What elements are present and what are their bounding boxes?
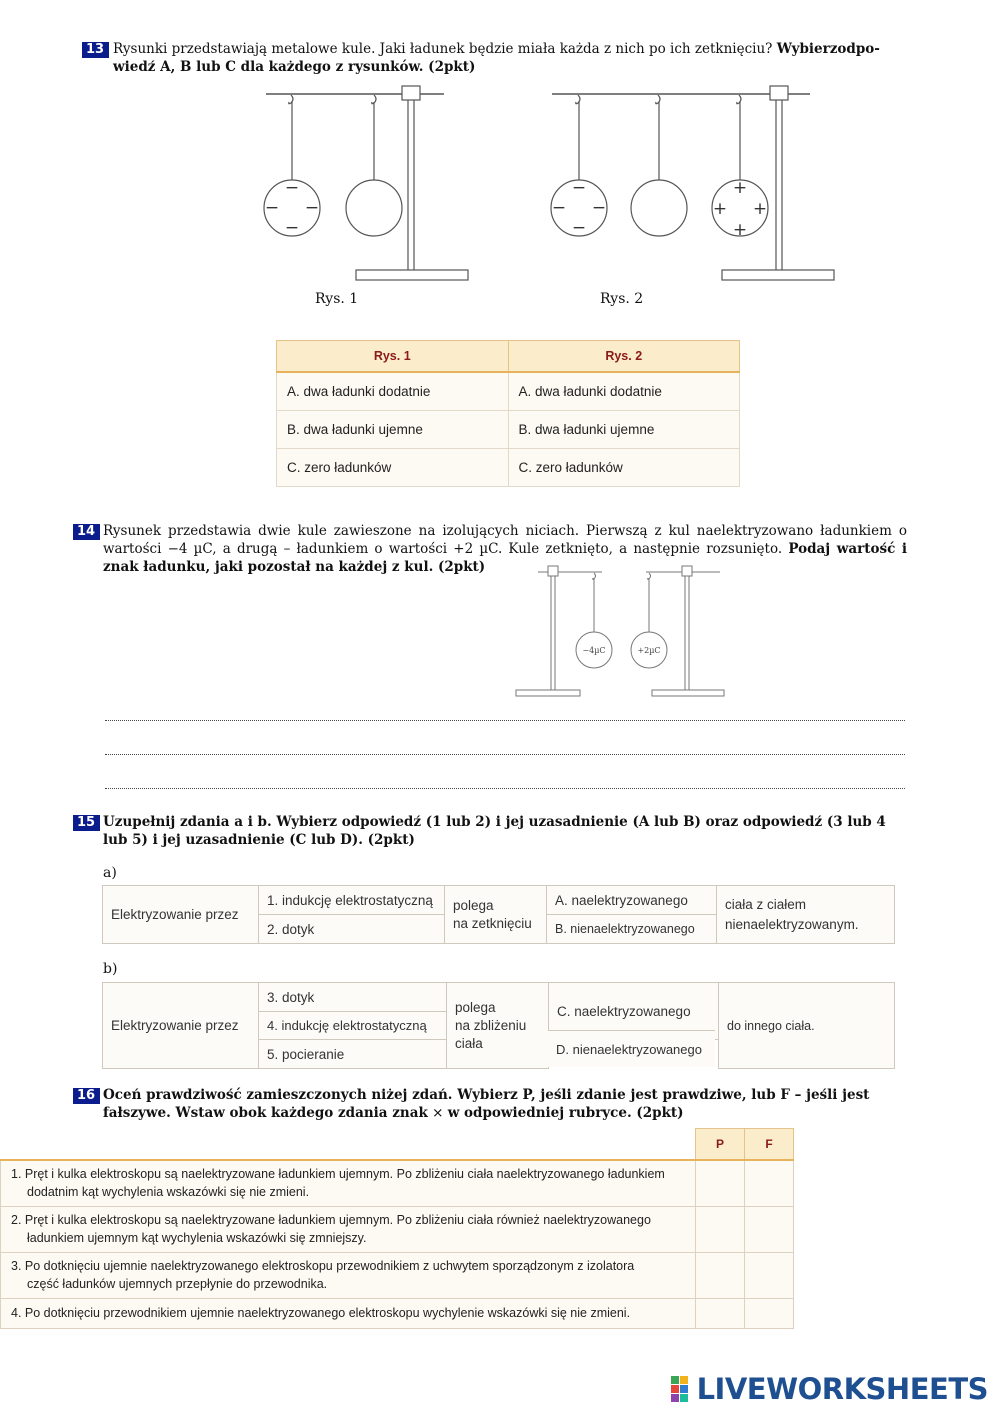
q15a-reason-b[interactable]: B. nienaelektryzowanego [547,915,717,944]
fig2-ball3-sign-left: + [712,199,728,219]
q15b-reason-d[interactable] [548,1030,715,1067]
option-rys2-c[interactable]: C. zero ładunków [508,449,740,487]
statement-2-p-cell[interactable] [696,1206,745,1252]
fig1-sign-bottom: − [284,218,300,238]
fig2-ball3-sign-right: + [752,199,768,219]
ball-1-charge-label: −4µC [582,646,606,655]
header-p: P [696,1129,745,1161]
q15b-middle [447,983,549,1069]
statement-4-f-cell[interactable] [745,1298,794,1328]
q15a-option-2[interactable]: 2. dotyk [259,915,445,944]
fig1-sign-top: − [284,178,300,198]
question-16-number: 16 [73,1088,100,1104]
option-rys1-c[interactable]: C. zero ładunków [277,449,509,487]
question-13-body: Rysunki przedstawiają metalowe kule. Jaki ładunek będzie miała każda z nich po ich zetknięciu? [113,41,773,57]
table-header-rys-2: Rys. 2 [508,341,740,373]
question-14-number: 14 [73,524,100,540]
statement-4-p-cell[interactable] [696,1298,745,1328]
fig2-ball1-sign-left: − [551,198,567,218]
question-13-instruction-line2: wiedź A, B lub C dla każdego z rysunków. (2pkt) [113,59,476,75]
question-16-table [0,1128,794,1329]
question-15-number: 15 [73,815,100,831]
statement-4-line1: 4. Po dotknięciu przewodnikiem ujemnie naelektryzowanego elektroskopu wychylenie wskazówki się nie zmieni. [11,1306,631,1320]
question-14-body: Rysunek przedstawia dwie kule zawieszone na izolujących niciach. Pierwszą z kul naelektryzowano ładunkiem o wartości −4 µC, a drugą – ładunkiem o wartości +2 µC. Kule zetknięto, a następnie rozsunięto. [103,523,907,557]
q15a-lead: Elektryzowanie przez [103,886,259,944]
q15b-reason-d-label: D. nienaelektryzowanego [556,1041,702,1057]
q15b-middle-line1: polega [455,999,496,1015]
statement-2-line2: ładunkiem ujemnym kąt wychylenia wskazówki się zmniejszy. [27,1231,367,1245]
table-row [277,372,740,411]
question-16-text [103,1086,903,1122]
statement-3-line2: część ładunków ujemnych przepłynie do przewodnika. [27,1277,328,1291]
fig2-ball3-sign-top: + [732,178,748,198]
figure-rys-2 [548,80,838,286]
fig1-sign-left: − [264,198,280,218]
statement-1-line1: 1. Pręt i kulka elektroskopu są naelektryzowane ładunkiem ujemnym. Po zbliżeniu ciała naelektryzowanego ładunkiem [11,1167,665,1182]
q15b-end: do innego ciała. [719,983,895,1069]
question-15a-table [102,885,895,944]
liveworksheets-logo-icon [671,1376,697,1402]
statement-2-line1: 2. Pręt i kulka elektroskopu są naelektryzowane ładunkiem ujemnym. Po zbliżeniu ciała również naelektryzowanego [11,1213,651,1227]
table-header-rys-1: Rys. 1 [277,341,509,373]
fig2-ball3-sign-bottom: + [732,220,748,240]
part-a-label: a) [103,865,117,881]
q15b-middle-line2: na zbliżeniu [455,1017,527,1033]
table-row [1,1252,794,1298]
question-15b-table [102,982,895,1069]
statement-header-blank [1,1129,696,1161]
q15b-option-4[interactable]: 4. indukcję elektrostatyczną [259,1012,447,1040]
statement-3-f-cell[interactable] [745,1252,794,1298]
q15b-option-3[interactable]: 3. dotyk [259,983,447,1012]
q15a-reason-a[interactable]: A. naelektryzowanego [547,886,717,915]
figure-rys-1 [262,80,474,286]
fig2-ball1-sign-right: − [591,198,607,218]
option-rys1-a[interactable]: A. dwa ładunki dodatnie [277,372,509,411]
liveworksheets-logo-text: LIVEWORKSHEETS [696,1372,988,1406]
figure-1-label: Rys. 1 [315,291,359,307]
statement-1-f-cell[interactable] [745,1160,794,1206]
question-16-line2b: w odpowiedniej rubryce. (2pkt) [447,1105,684,1121]
fig2-ball1-sign-top: − [571,178,587,198]
q15a-end-line1: ciała z ciałem [725,896,807,912]
question-16-line1: Oceń prawdziwość zamieszczonych niżej zdań. Wybierz P, jeśli zdanie jest prawdziwe, lub F – jeśli jest [103,1087,870,1103]
question-16-line2a: fałszywe. Wstaw obok każdego zdania znak [103,1105,428,1121]
fig2-ball1-sign-bottom: − [571,218,587,238]
statement-3 [1,1252,696,1298]
statement-1 [1,1160,696,1206]
question-15-instruction: Uzupełnij zdania a i b. Wybierz odpowiedź (1 lub 2) i jej uzasadnienie (A lub B) oraz odpowiedź (3 lub 4 lub 5) i jej uzasadnienie (C lub D). (2pkt) [103,814,886,848]
q15b-reason-c[interactable]: C. naelektryzowanego [549,983,719,1040]
statement-3-p-cell[interactable] [696,1252,745,1298]
option-rys2-a[interactable]: A. dwa ładunki dodatnie [508,372,740,411]
table-row [277,411,740,449]
liveworksheets-logo [671,1374,988,1404]
table-row [1,1298,794,1328]
answer-line-1[interactable] [105,720,905,721]
statement-1-p-cell[interactable] [696,1160,745,1206]
question-14-text [103,522,907,576]
q15a-middle [445,886,547,944]
q15b-lead: Elektryzowanie przez [103,983,259,1069]
q15a-middle-line1: polega [453,897,494,913]
question-13-number: 13 [82,42,109,58]
q15a-middle-line2: na zetknięciu [453,915,532,931]
statement-2 [1,1206,696,1252]
table-row [277,449,740,487]
header-f: F [745,1129,794,1161]
figure-q14 [512,558,734,700]
question-14-instruction: Podaj wartość i znak ładunku, jaki pozostał na każdej z kul. (2pkt) [103,541,907,575]
statement-2-f-cell[interactable] [745,1206,794,1252]
figure-2-label: Rys. 2 [600,291,644,307]
statement-1-line2: dodatnim kąt wychylenia wskazówki się nie zmieni. [27,1185,310,1200]
question-13-table [276,340,740,487]
q15a-end [717,886,895,944]
question-13-instruction-line1: Wybierzodpo- [776,41,880,57]
q15b-middle-line3: ciała [455,1035,483,1051]
question-15-text [103,813,903,849]
x-mark-icon: × [432,1105,444,1121]
answer-line-3[interactable] [105,788,905,789]
part-b-label: b) [103,961,118,977]
fig1-sign-right: − [304,198,320,218]
statement-4 [1,1298,696,1328]
ball-2-charge-label: +2µC [637,646,661,655]
statement-3-line1: 3. Po dotknięciu ujemnie naelektryzowanego elektroskopu przewodnikiem z uchwytem sporządzonym z izolatora [11,1259,635,1273]
table-row [1,1160,794,1206]
answer-line-2[interactable] [105,754,905,755]
q15b-option-5[interactable]: 5. pocieranie [259,1040,447,1069]
option-rys2-b[interactable]: B. dwa ładunki ujemne [508,411,740,449]
question-13-text [113,40,903,76]
q15a-option-1[interactable]: 1. indukcję elektrostatyczną [259,886,445,915]
option-rys1-b[interactable]: B. dwa ładunki ujemne [277,411,509,449]
q15a-end-line2: nienaelektryzowanym. [725,916,859,932]
table-row [1,1206,794,1252]
